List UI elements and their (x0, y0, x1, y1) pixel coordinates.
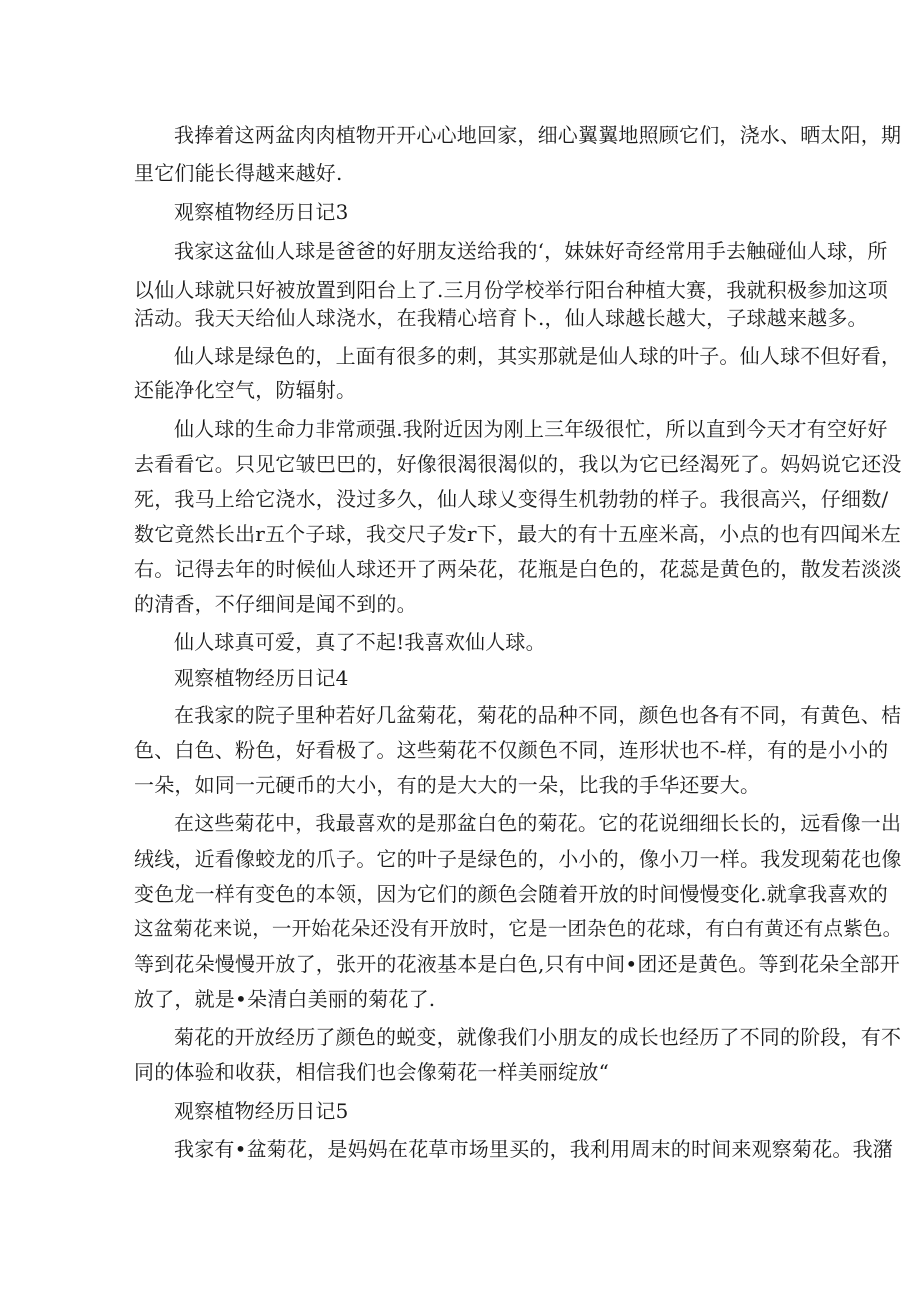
text-line: 还能净化空气，防辐射。 (134, 378, 357, 402)
section-heading: 观察植物经历日记3 (174, 200, 349, 224)
text-line: 仙人球的生命力非常顽强.我附近因为刚上三年级很忙，所以直到今天才有空好好 (174, 417, 888, 441)
text-line: 数它竟然长出r五个子球，我交尺子发r下，最大的有十五座米高，小点的也有四闻米左 (134, 522, 901, 546)
text-line: 在这些菊花中，我最喜欢的是那盆白色的菊花。它的花说细细长长的，远看像一出 (174, 811, 902, 835)
text-line: 去看看它。只见它皱巴巴的，好像很渴很渴似的，我以为它已经渴死了。妈妈说它还没 (134, 452, 902, 476)
text-line: 在我家的院子里种若好几盆菊花，菊花的品种不同，颜色也各有不同，有黄色、桔 (174, 703, 902, 727)
text-line: 色、白色、粉色，好看极了。这些菊花不仅颜色不同，连形状也不-样，有的是小小的 (134, 738, 889, 762)
text-line: 死，我马上给它浇水，没过多久，仙人球乂变得生机勃勃的样子。我很高兴，仔细数/ (134, 487, 889, 511)
text-line: 的清香，不仔细间是闻不到的。 (134, 592, 417, 616)
text-line: 里它们能长得越来越好. (134, 161, 343, 185)
text-line: 这盆菊花来说，一开始花朵还没有开放时，它是一团杂色的花球，有白有黄还有点紫色。 (134, 917, 903, 940)
text-line: 放了，就是•朵清白美丽的菊花了. (134, 987, 436, 1011)
text-line: 活动。我天天给仙人球浇水，在我精心培育卜.，仙人球越长越大，子球越来越多。 (134, 306, 868, 330)
text-line: 我家这盆仙人球是爸爸的好朋友送给我的‘，妹妹好奇经常用手去触碰仙人球，所 (174, 239, 888, 263)
text-line: 同的体验和收获，相信我们也会像菊花一样美丽绽放“ (134, 1060, 610, 1084)
text-line: 仙人球真可爱，真了不起!我喜欢仙人球。 (174, 630, 546, 654)
text-line: 我家有•盆菊花，是妈妈在花草市场里买的，我利用周末的时间来观察菊花。我潴 (174, 1137, 893, 1161)
section-heading: 观察植物经历日记5 (174, 1099, 349, 1123)
section-heading: 观察植物经历日记4 (174, 666, 349, 690)
text-line: 以仙人球就只好被放置到阳台上了.三月份学校举行阳台种植大赛，我就积极参加这项 (134, 278, 888, 302)
text-line: 菊花的开放经历了颜色的蜕变，就像我们小朋友的成长也经历了不同的阶段，有不 (174, 1025, 902, 1049)
text-line: 仙人球是绿色的，上面有很多的刺，其实那就是仙人球的叶子。仙人球不但好看， (174, 344, 902, 368)
text-line: 我捧着这两盆肉肉植物开开心心地回家，细心翼翼地照顾它们，浇水、晒太阳，期 (174, 123, 902, 147)
text-line: 等到花朵慢慢开放了，张开的花液基本是白色,只有中间•团还是黄色。等到花朵全部开 (134, 952, 900, 976)
text-line: 右。记得去年的时候仙人球还开了两朵花，花瓶是白色的，花蕊是黄色的，散发若淡淡 (134, 557, 902, 581)
text-line: 一朵，如同一元硬币的大小，有的是大大的一朵，比我的手华还要大。 (134, 773, 761, 797)
text-line: 变色龙一样有变色的本领，因为它们的颜色会随着开放的时间慢慢变化.就拿我喜欢的 (134, 882, 888, 906)
text-line: 绒线，近看像蛟龙的爪子。它的叶子是绿色的，小小的，像小刀一样。我发现菊花也像 (134, 847, 902, 871)
